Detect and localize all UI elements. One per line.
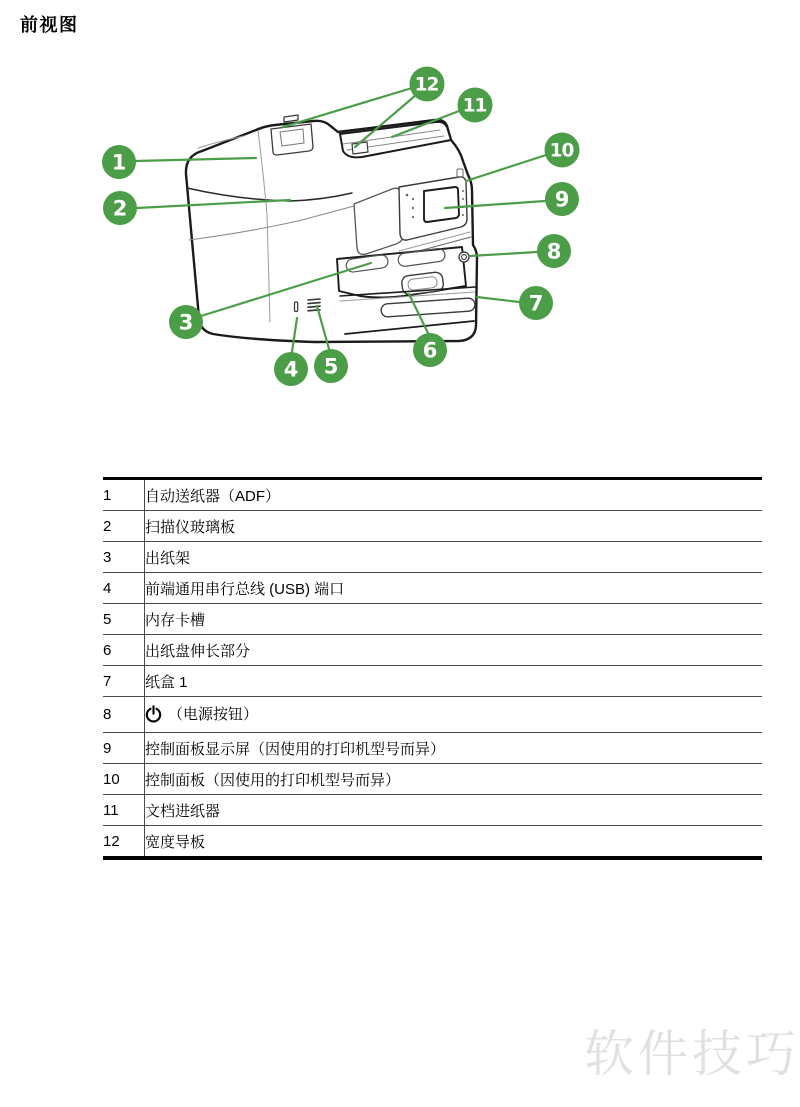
callout-5 [314, 349, 348, 383]
table-row [103, 826, 762, 859]
part-number-cell: 2 [103, 511, 145, 542]
table-row [103, 666, 762, 697]
svg-text:1: 1 [111, 150, 127, 175]
svg-text:9: 9 [554, 187, 570, 212]
table-row [103, 697, 762, 733]
svg-text:5: 5 [323, 354, 339, 379]
printer-front-view-figure [85, 58, 590, 395]
page-title: 前视图 [20, 15, 79, 35]
callout-8 [537, 234, 571, 268]
part-label-cell: 纸盒 1 [145, 666, 763, 697]
svg-text:10: 10 [549, 140, 574, 162]
svg-text:4: 4 [283, 357, 299, 382]
table-row [103, 733, 762, 764]
svg-text:2: 2 [112, 196, 128, 221]
part-number-cell: 3 [103, 542, 145, 573]
callout-11 [458, 88, 493, 123]
part-number-cell: 4 [103, 573, 145, 604]
printer-diagram-svg [85, 58, 590, 395]
table-row [103, 635, 762, 666]
part-number-cell: 8 [103, 697, 145, 733]
part-label-text: （电源按钮） [168, 705, 259, 723]
callout-4 [274, 352, 308, 386]
callout-12 [410, 67, 445, 102]
part-number-cell: 7 [103, 666, 145, 697]
part-number-cell: 11 [103, 795, 145, 826]
watermark: 软件技巧 [584, 1026, 800, 1082]
callout-2 [103, 191, 137, 225]
svg-text:6: 6 [422, 338, 438, 363]
table-row [103, 764, 762, 795]
callout-6 [413, 333, 447, 367]
callout-1 [102, 145, 136, 179]
callout-7 [519, 286, 553, 320]
part-label-cell: 出纸盘伸长部分 [145, 635, 763, 666]
part-label-cell: 扫描仪玻璃板 [145, 511, 763, 542]
part-label-cell: 自动送纸器（ADF） [145, 479, 763, 511]
part-label-cell: 内存卡槽 [145, 604, 763, 635]
svg-text:7: 7 [528, 291, 544, 316]
table-row [103, 511, 762, 542]
table-row [103, 479, 762, 511]
power-icon [145, 705, 162, 727]
part-label-cell: 宽度导板 [145, 833, 206, 851]
part-label-cell: 文档进纸器 [145, 795, 763, 826]
part-label-cell: 控制面板（因使用的打印机型号而异） [145, 764, 763, 795]
callout-3 [169, 305, 203, 339]
table-row [103, 573, 762, 604]
svg-text:11: 11 [462, 95, 487, 117]
table-row [103, 604, 762, 635]
part-number-cell: 9 [103, 733, 145, 764]
part-number-cell: 1 [103, 479, 145, 511]
control-panel-display [424, 187, 459, 222]
part-number-cell: 5 [103, 604, 145, 635]
table-row [103, 542, 762, 573]
callout-9 [545, 182, 579, 216]
part-label-cell: 前端通用串行总线 (USB) 端口 [145, 573, 763, 604]
part-label-cell: 控制面板显示屏（因使用的打印机型号而异） [145, 733, 763, 764]
svg-text:8: 8 [546, 239, 562, 264]
part-label-cell [145, 697, 763, 733]
part-number-cell: 6 [103, 635, 145, 666]
part-number-cell: 10 [103, 764, 145, 795]
table-row [103, 795, 762, 826]
power-button [459, 252, 469, 262]
parts-table [103, 477, 762, 860]
part-label-cell: 出纸架 [145, 542, 763, 573]
part-number-cell: 12 [103, 826, 145, 859]
svg-text:3: 3 [178, 310, 194, 335]
svg-text:12: 12 [414, 74, 439, 96]
callout-10 [545, 133, 580, 168]
